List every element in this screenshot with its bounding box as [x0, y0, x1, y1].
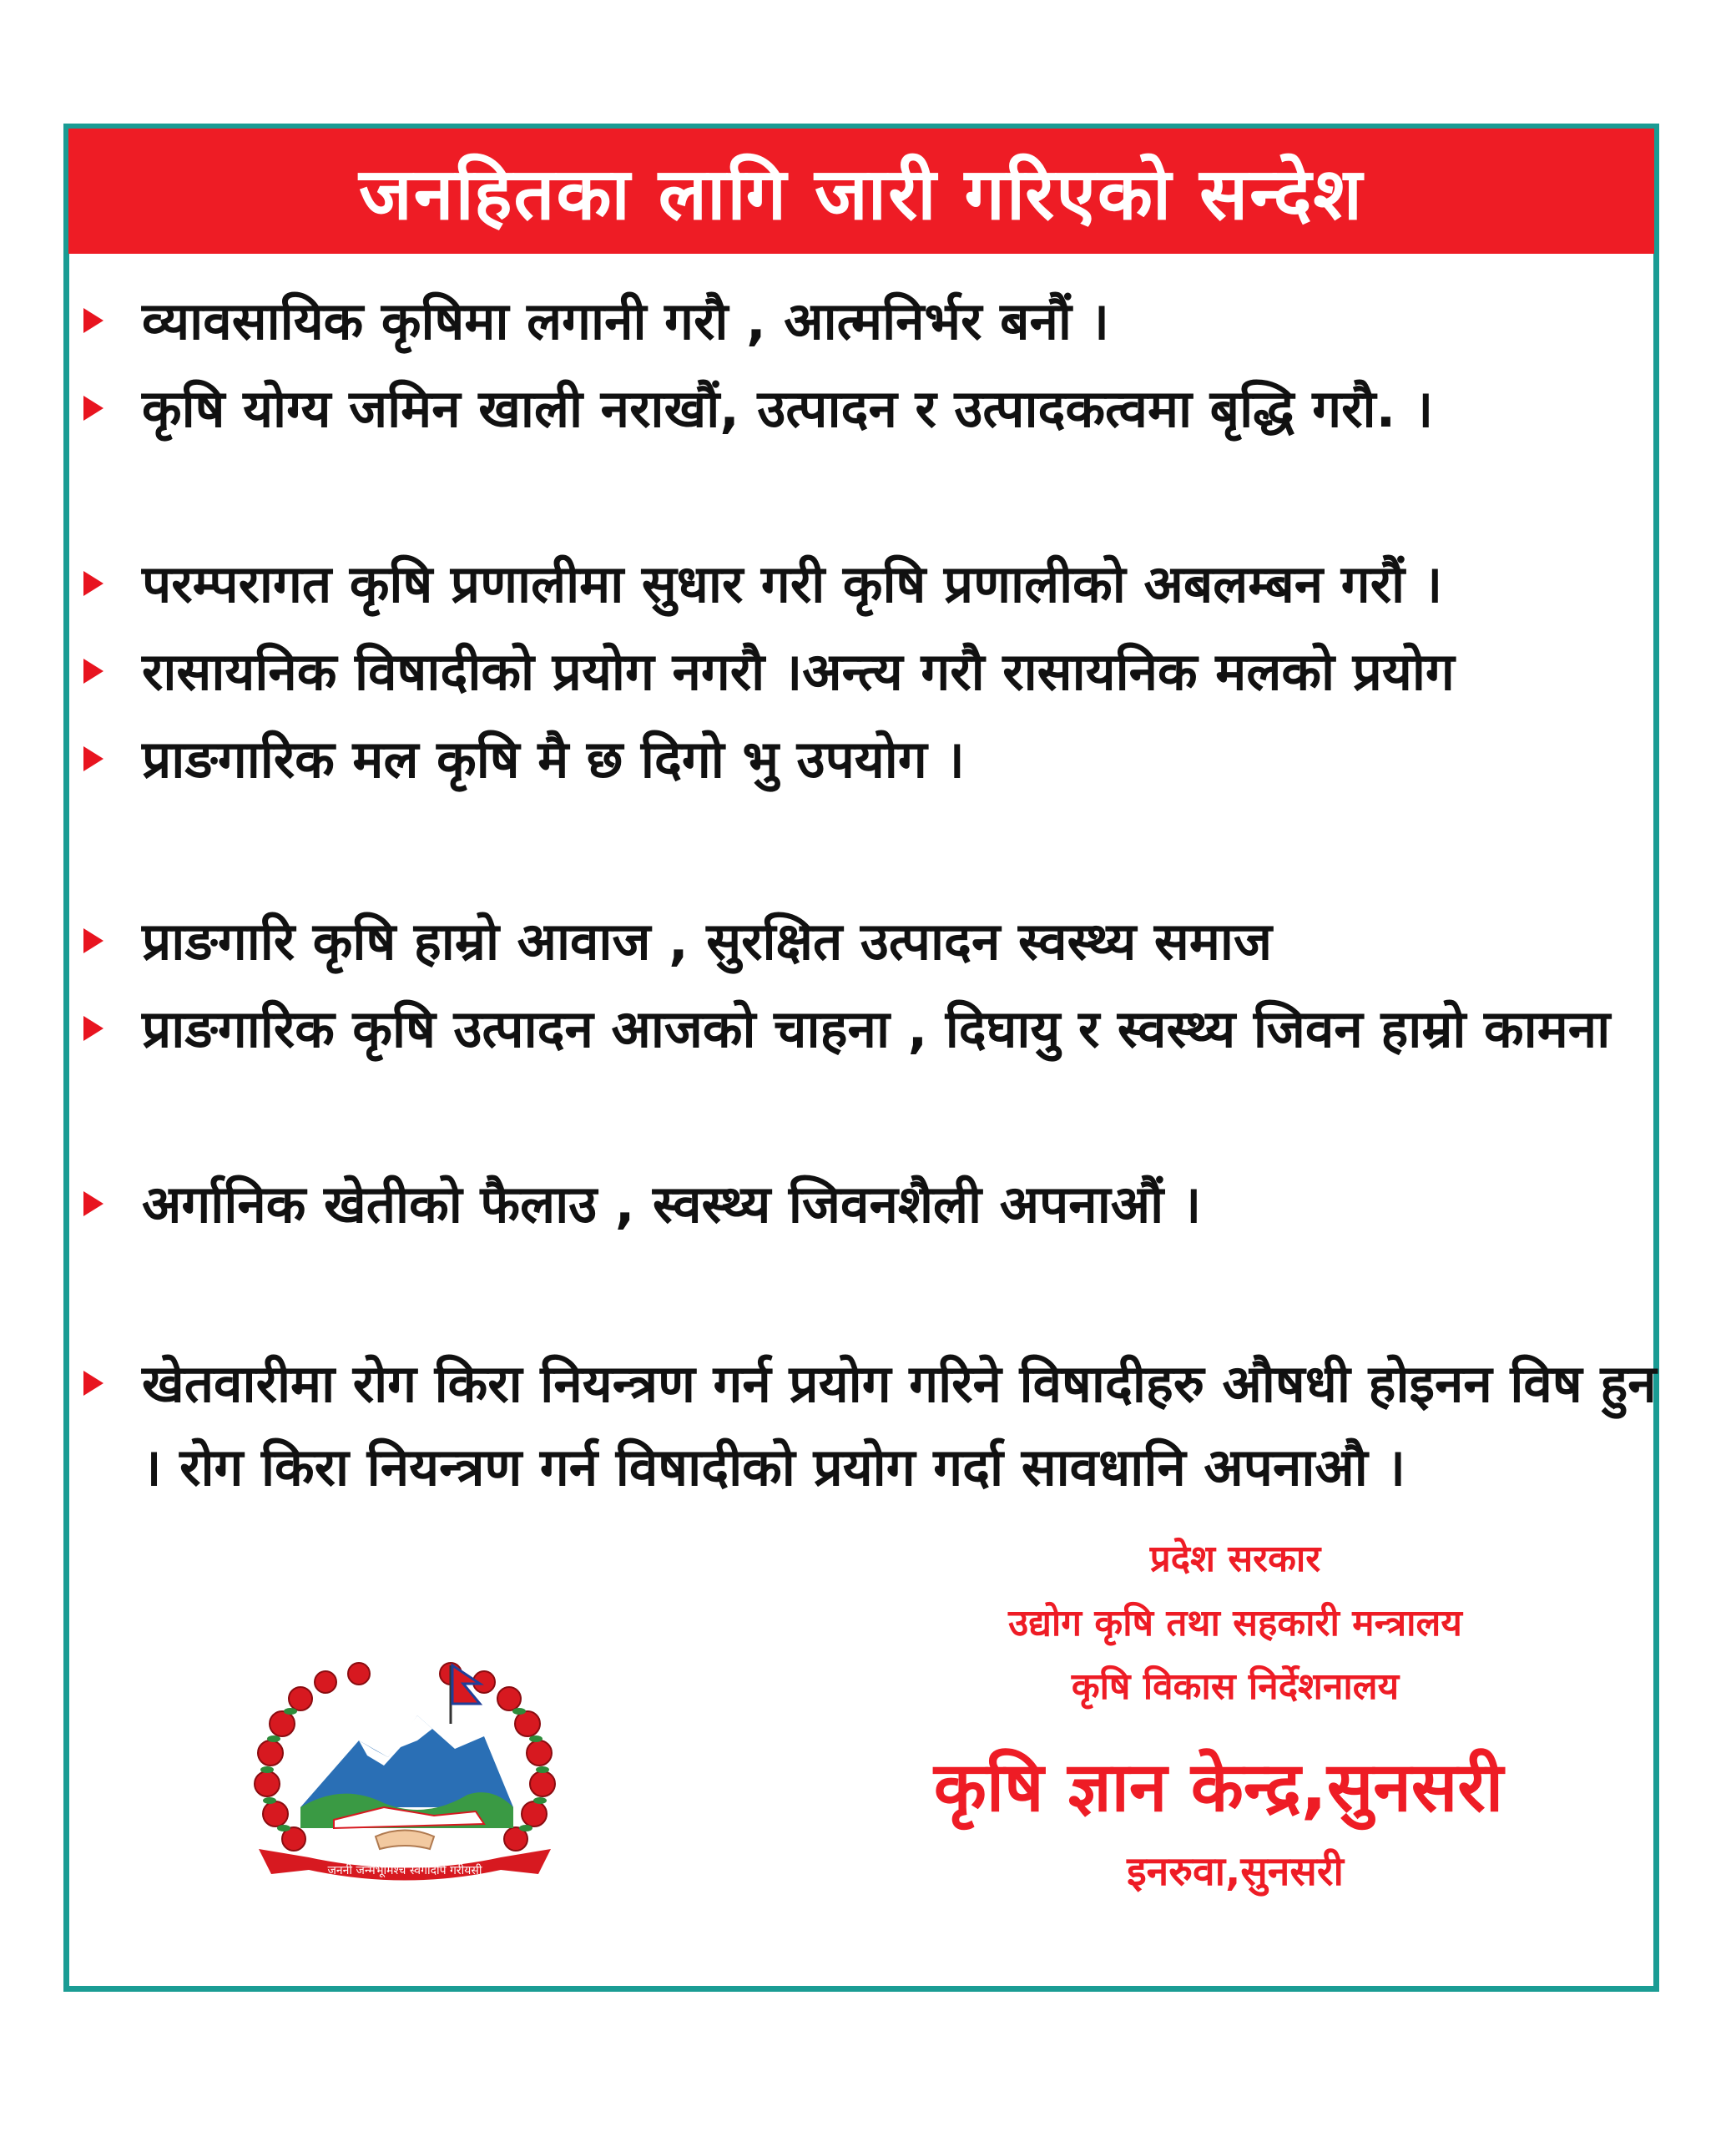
- message-item: [83, 630, 1661, 714]
- bullet-arrow-icon: [83, 1191, 103, 1216]
- message-item: [83, 988, 1661, 1071]
- page-title: जनहितका लागि जारी गरिएको सन्देश: [68, 129, 1654, 254]
- bullet-arrow-icon: [83, 928, 103, 953]
- message-text: प्राङगारिक कृषि उत्पादन आजको चाहना , दिघायु र स्वस्थ्य जिवन हाम्रो कामना: [142, 998, 1611, 1059]
- message-text: प्राङगारिक मल कृषि मै छ दिगो भु उपयोग ।: [142, 729, 965, 790]
- message-text: अर्गानिक खेतीको फैलाउ , स्वस्थ्य जिवनशैली अपनाऔं ।: [142, 1174, 1202, 1235]
- message-text: व्यावसायिक कृषिमा लगानी गरौ , आत्मनिर्भर बनौं ।: [142, 290, 1110, 351]
- issuer-line-1: प्रदेश सरकार: [1149, 1538, 1321, 1580]
- bullet-arrow-icon: [83, 396, 103, 421]
- message-item: [83, 280, 1661, 363]
- message-item: [83, 900, 1661, 983]
- message-item: [83, 543, 1661, 626]
- bullet-arrow-icon: [83, 571, 103, 596]
- message-text: खेतवारीमा रोग किरा नियन्त्रण गर्न प्रयोग गरिने विषादीहरु औषधी होइनन विष हुन । रोग किरा नियन्त्रण गर्न विषादीको प्रयोग गर्दा सावधानि अपनाऔ ।: [142, 1353, 1657, 1498]
- message-item: [83, 1163, 1661, 1246]
- message-item: [83, 718, 1661, 801]
- message-item: [83, 367, 1661, 451]
- message-item: [83, 1342, 1661, 1509]
- office-address: इनरुवा,सुनसरी: [1127, 1848, 1344, 1895]
- bullet-arrow-icon: [83, 1016, 103, 1041]
- office-name: कृषि ज्ञान केन्द्र,सुनसरी: [933, 1748, 1504, 1827]
- message-text: परम्परागत कृषि प्रणालीमा सुधार गरी कृषि प्रणालीको अबलम्बन गरौं ।: [142, 553, 1443, 614]
- message-text: कृषि योग्य जमिन खाली नराखौं, उत्पादन र उत्पादकत्वमा बृद्धि गरौ. ।: [142, 378, 1434, 439]
- nepal-emblem-icon: [242, 1649, 568, 1899]
- bullet-arrow-icon: [83, 659, 103, 684]
- bullet-arrow-icon: [83, 308, 103, 333]
- message-text: रासायनिक विषादीको प्रयोग नगरौ ।अन्त्य गरौ रासायनिक मलको प्रयोग: [142, 641, 1455, 702]
- bullet-arrow-icon: [83, 1371, 103, 1396]
- emblem-motto: जननी जन्मभूमिश्च स्वर्गादपि गरीयसी: [327, 1864, 482, 1877]
- issuer-line-2: उद्योग कृषि तथा सहकारी मन्त्रालय: [1008, 1602, 1462, 1644]
- bullet-arrow-icon: [83, 746, 103, 771]
- issuer-line-3: कृषि विकास निर्देशनालय: [1071, 1665, 1400, 1708]
- message-text: प्राङगारि कृषि हाम्रो आवाज , सुरक्षित उत्पादन स्वस्थ्य समाज: [142, 911, 1272, 972]
